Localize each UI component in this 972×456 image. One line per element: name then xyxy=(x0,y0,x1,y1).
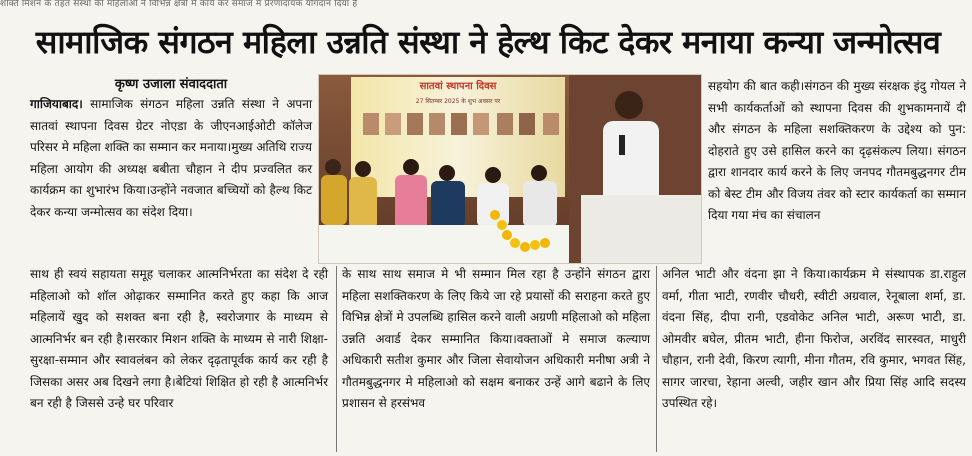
column-1-top xyxy=(30,76,312,223)
byline: कृष्ण उजाला संवाददाता xyxy=(114,77,228,92)
dateline-place: गाजियाबाद। xyxy=(30,97,83,111)
article-body-2: के साथ साथ समाज मे भी सम्मान मिल रहा है उन्होंने संगठन द्वारा महिला सशक्तिकरण के लिए किये जा रहे प्रयासों की सराहना करते हुए विभिन्न क्षेत्रों मे उपलब्धि हासिल करने वाली अग्रणी महिलाओ को महिला उन्नति अवार्ड देकर सम्मानित किया।वक्ताओं मे समाज कल्याण अधिकारी सतीश कुमार और जिला सेवायोजन अधिकारी मनीषा अत्री ने गौतमबुद्धनगर मे महिलाओ को सक्षम बनाकर उन्हें आगे बढाने के लिए प्रशासन से हरसंभव xyxy=(342,267,650,410)
article-body-1: साथ ही स्वयं सहायता समूह चलाकर आत्मनिर्भरता का संदेश दे रही महिलाओ को शॉल ओढ़ाकर सम्मानित करते हुए कहा कि आज महिलायें खुद को सशक्त बना रही है, स्वरोजगार के माध्यम से आत्मनिर्भर बन रही है।सरकार मिशन शक्ति के माध्यम से नारी शिक्षा-सुरक्षा-सम्मान और स्वावलंबन को लेकर दृढ़तापूर्वक कार्य कर रही है जिसका असर अब दिखने लगा है।बेटियां शिक्षित हो रही है आत्मनिर्भर बन रही है जिससे उन्हे घर परिवार xyxy=(30,267,328,410)
news-photo xyxy=(318,74,702,264)
column-1-bottom xyxy=(30,264,328,415)
article-body-3: सहयोग की बात कही।संगठन की मुख्य संरक्षक इंदु गोयल ने सभी कार्यकर्ताओं को स्थापना दिवस की शुभकामनायें दी और संगठन के महिला सशक्तिकरण के उद्देश्य को पुन: दोहराते हुए उसे हासिल करने का दृढ़संकल्प लिया। संगठन द्वारा शानदार कार्य करने के लिए जनपद गौतमबुद्धनगर टीम को बेस्ट टीम और विजय तंवर को स्टार कार्यकर्ता का सम्मान दिया गया मंच का संचालन xyxy=(708,79,966,222)
column-3-top xyxy=(708,76,966,227)
headline: सामाजिक संगठन महिला उन्नति संस्था ने हेल्थ किट देकर मनाया कन्या जन्मोत्सव xyxy=(35,23,941,61)
article-body-4: अनिल भाटी और वंदना झा ने किया।कार्यक्रम मे संस्थापक डा.राहुल वर्मा, गीता भाटी, रणवीर चौधरी, स्वीटी अग्रवाल, रेनूबाला शर्मा, डा. वंदना सिंह, दीपा रानी, एडवोकेट अनिल भाटी, अरूण भाटी, डा. ओमवीर बघेल, प्रीतम भाटी, हीना फिरोज, अरविंद सारस्वत, माधुरी चौहान, रानी देवी, किरण त्यागी, मीना गौतम, रवि कुमार, भगवत सिंह, सागर जारचा, रेहाना अल्वी, जहीर खान और प्रिया सिंह आदि सदस्य उपस्थित रहे। xyxy=(662,267,966,410)
column-3-bottom xyxy=(662,264,966,415)
article-intro: सामाजिक संगठन महिला उन्नति संस्था ने अपना सातवां स्थापना दिवस ग्रेटर नोएडा के जीएनआईओटी कॉलेज परिसर मे महिला शक्ति का सम्मान कर मनाया।मुख्य अतिथि राज्य महिला आयोग की अध्यक्ष बबीता चौहान ने दीप प्रज्वलित कर कार्यक्रम का शुभारंभ किया।उन्होंने नवजात बच्चियों को हैल्थ किट देकर कन्या जन्मोत्सव का संदेश दिया। xyxy=(30,97,312,219)
column-2 xyxy=(342,264,650,415)
event-photo-illustration xyxy=(319,75,701,263)
banner-portraits xyxy=(363,113,559,135)
podium xyxy=(581,195,701,263)
banner-subtitle: 27 सितम्बर 2025 के शुभ अवसर पर xyxy=(415,98,501,105)
column-divider xyxy=(336,266,337,452)
stage-banner xyxy=(351,77,565,197)
column-divider xyxy=(656,266,657,452)
top-strip-text: शक्ति मिशन के तहत संस्था की महिलाओं ने विभिन्न क्षेत्रों में कार्य कर समाज में प्रेरणादायक योगदान दिया है xyxy=(0,0,358,9)
banner-title: सातवां स्थापना दिवस xyxy=(419,81,497,92)
